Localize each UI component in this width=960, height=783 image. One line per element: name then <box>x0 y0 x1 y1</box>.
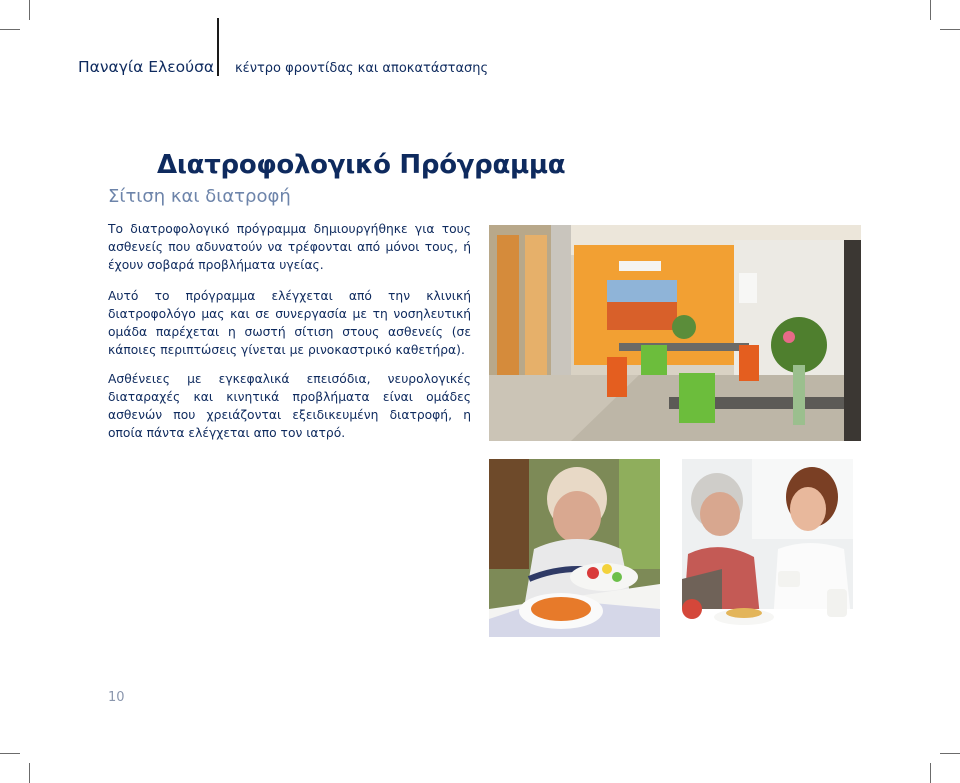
dining-room-photo <box>489 225 861 441</box>
page-number: 10 <box>108 690 125 705</box>
nurse-with-patient-photo <box>682 459 853 637</box>
program-paragraph: Αυτό το πρόγραμμα ελέγχεται από την κλινική διατροφολόγο μας και σε συνεργασία με τη νοσηλευτική ομάδα παρέχεται η σωστή σίτιση στους ασθενείς (σε κάποιες περιπτώσεις γίνεται με ρινοκαστρικό καθετήρα). <box>108 289 471 357</box>
crop-mark <box>29 0 30 20</box>
patient-eating-photo <box>489 459 660 637</box>
crop-mark <box>930 763 931 783</box>
crop-mark <box>940 29 960 30</box>
header-divider <box>217 18 219 76</box>
patients-paragraph: Ασθένειες με εγκεφαλικά επεισόδια, νευρολογικές διαταραχές και κινητικά προβλήματα είναι ομάδες ασθενών που χρειάζονται εξειδικευμένη διατροφή, η οποία πάντα ελέγχεται απο τον ιατρό. <box>108 372 471 440</box>
intro-paragraph: Το διατροφολογικό πρόγραμμα δημιουργήθηκε για τους ασθενείς που αδυνατούν να τρέφονται από μόνοι τους, ή έχουν σοβαρά προβλήματα υγείας. <box>108 222 471 272</box>
crop-mark <box>930 0 931 20</box>
crop-mark <box>0 29 20 30</box>
page-title: Διατροφολογικό Πρόγραμμα <box>157 150 566 180</box>
brand-name: Παναγία Ελεούσα <box>78 58 215 76</box>
crop-mark <box>0 753 20 754</box>
page-subtitle: Σίτιση και διατροφή <box>108 186 291 207</box>
crop-mark <box>940 753 960 754</box>
brand-tagline: κέντρο φροντίδας και αποκατάστασης <box>235 61 489 76</box>
crop-mark <box>29 763 30 783</box>
